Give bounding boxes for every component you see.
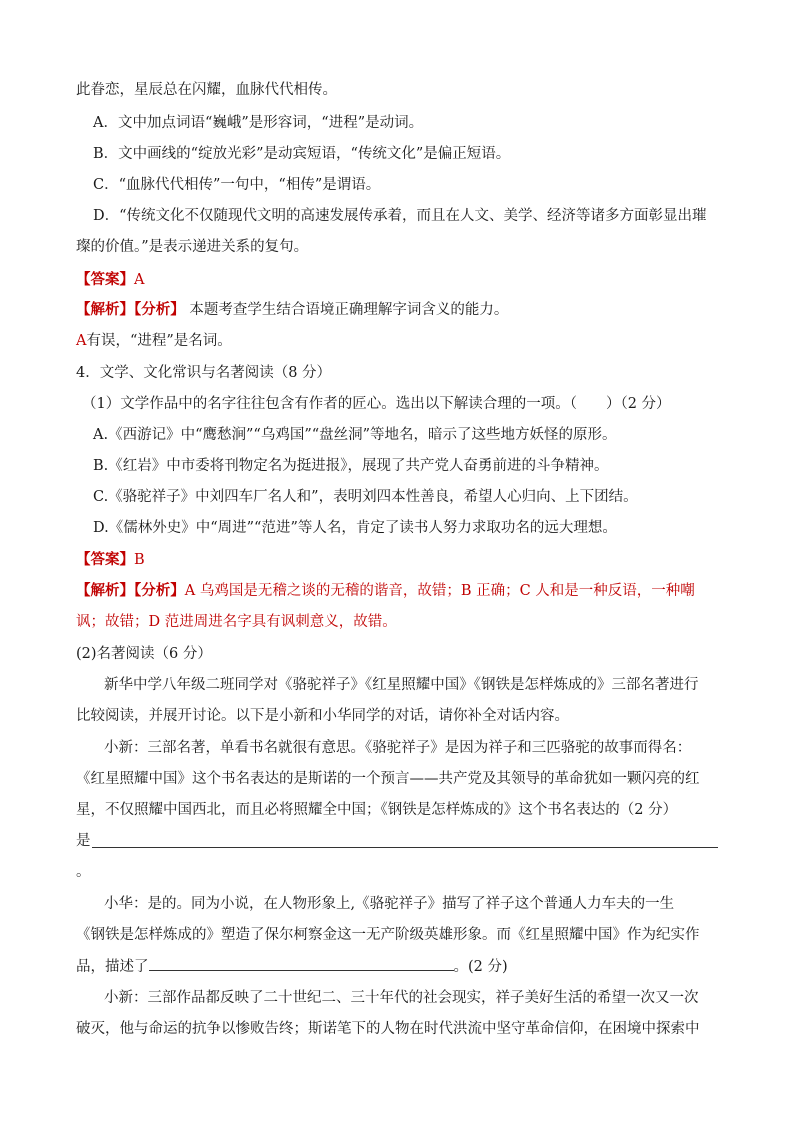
- dialogue-line: 。: [76, 864, 91, 880]
- analysis-detail: [76, 331, 232, 351]
- option-b: B．文中画线的“绽放光彩”是动宾短语，“传统文化”是偏正短语。: [93, 146, 511, 162]
- analysis-line: [76, 581, 695, 601]
- dialogue-line: 破灭，他与命运的抗争以惨败告终；斯诺笔下的人物在时代洪流中坚守革命信仰，在困境中探索中: [76, 1021, 700, 1037]
- blank-prefix: 品，描述了: [76, 959, 149, 975]
- sub-question-2: (2)名著阅读（6 分）: [76, 646, 212, 662]
- analysis-detail-text: 有误，“进程”是名词。: [86, 333, 232, 349]
- question-heading: 4．文学、文化常识与名著阅读（8 分）: [76, 365, 332, 381]
- option-a: A.《西游记》中“鹰愁涧”“乌鸡国”“盘丝洞”等地名，暗示了这些地方妖怪的原形。: [93, 427, 617, 443]
- analysis-tag: 【解析】【分析】: [76, 582, 185, 599]
- answer-blank[interactable]: [149, 956, 454, 971]
- option-d: D．“传统文化不仅随现代文明的高速发展传承着，而且在人文、美学、经济等诸多方面彰显出璀: [93, 208, 707, 224]
- dialogue-line: 星，不仅照耀中国西北，而且必将照耀全中国；《钢铁是怎样炼成的》这个书名表达的（2 分）: [76, 802, 678, 818]
- option-d: D.《儒林外史》中“周进”“范进”等人名，肯定了读书人努力求取功名的远大理想。: [93, 520, 617, 536]
- dialogue-line: 《红星照耀中国》这个书名表达的是斯诺的一个预言——共产党及其领导的革命犹如一颗闪亮的红: [76, 771, 700, 787]
- answer-blank[interactable]: [92, 847, 718, 848]
- answer-value: B: [134, 552, 145, 568]
- text-line: 此眷恋，星辰总在闪耀，血脉代代相传。: [76, 82, 337, 98]
- dialogue-line: 《钢铁是怎样炼成的》塑造了保尔柯察金这一无产阶级英雄形象。而《红星照耀中国》作为纪实作: [76, 927, 700, 943]
- analysis-line: [76, 300, 508, 320]
- sub-question-1: （1）文学作品中的名字往往包含有作者的匠心。选出以下解读合理的一项。（ ）（2 分）: [82, 396, 671, 412]
- option-d-continued: 璨的价值。”是表示递进关系的复句。: [76, 239, 309, 255]
- answer-tag: 【答案】: [76, 551, 134, 568]
- analysis-detail-letter: A: [76, 333, 87, 349]
- option-a: A．文中加点词语“巍峨”是形容词，“进程”是动词。: [93, 115, 424, 131]
- option-c: C.《骆驼祥子》中刘四车厂名人和”，表明刘四本性善良，希望人心归向、上下团结。: [93, 489, 638, 505]
- dialogue-line: 小新：三部名著，单看书名就很有意思。《骆驼祥子》是因为祥子和三匹骆驼的故事而得名：: [104, 740, 692, 756]
- answer-line: [76, 550, 145, 570]
- analysis-tag: 【解析】【分析】: [76, 301, 185, 318]
- answer-tag: 【答案】: [76, 271, 134, 288]
- analysis-text: 本题考查学生结合语境正确理解字词含义的能力。: [184, 302, 509, 318]
- analysis-text: A 乌鸡国是无稽之谈的无稽的谐音，故错；B 正确；C 人和是一种反语，一种嘲: [184, 583, 695, 599]
- dialogue-line: 小新：三部作品都反映了二十世纪二、三十年代的社会现实，祥子美好生活的希望一次又一次: [104, 990, 699, 1006]
- option-c: C．“血脉代代相传”一句中，“相传”是谓语。: [93, 177, 381, 193]
- dialogue-line: 是: [76, 833, 91, 849]
- answer-value: A: [134, 272, 145, 288]
- option-b: B.《红岩》中市委将刊物定名为挺进报》，展现了共产党人奋勇前进的斗争精神。: [93, 458, 609, 474]
- paragraph-line: 比较阅读，并展开讨论。以下是小新和小华同学的对话，请你补全对话内容。: [76, 708, 569, 724]
- analysis-continued: 讽；故错；D 范进周进名字具有讽刺意义，故错。: [76, 614, 397, 630]
- dialogue-line: [76, 956, 508, 977]
- dialogue-line: 小华：是的。同为小说，在人物形象上,《骆驼祥子》描写了祥子这个普通人力车夫的一生: [104, 896, 675, 912]
- answer-line: [76, 270, 144, 290]
- paragraph-line: 新华中学八年级二班同学对《骆驼祥子》《红星照耀中国》《钢铁是怎样炼成的》三部名著进行: [104, 677, 699, 693]
- blank-suffix: 。(2 分): [453, 959, 508, 975]
